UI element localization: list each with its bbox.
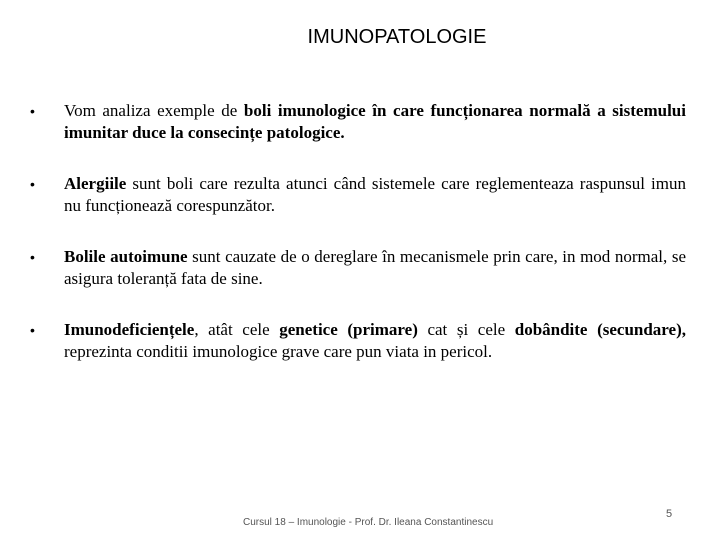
bullet-dot-icon: •	[30, 322, 35, 338]
bullet-text-run: sunt cauzate de o dereglare în mecanismele prin care, in mod normal, se asigura toleranță fata de sine.	[64, 247, 686, 288]
bullet-text	[64, 173, 686, 217]
bullet-text-run: reprezinta conditii imunologice grave care pun viata in pericol.	[64, 342, 493, 361]
bullet-item	[30, 246, 686, 290]
bullet-item	[30, 173, 686, 217]
bullet-list	[30, 100, 686, 392]
bullet-text-run: Vom analiza exemple de	[64, 101, 244, 120]
bullet-text	[64, 100, 686, 144]
bullet-text-run: boli imunologice în care funcționarea normală a sistemului imunitar duce la consecințe patologice.	[64, 101, 686, 142]
bullet-text-run: Bolile autoimune	[64, 247, 188, 266]
bullet-dot-icon: •	[30, 103, 35, 119]
bullet-text	[64, 246, 686, 290]
slide-title: IMUNOPATOLOGIE	[307, 26, 487, 48]
bullet-text	[64, 319, 686, 363]
bullet-item	[30, 100, 686, 144]
bullet-item	[30, 319, 686, 363]
bullet-text-run: Alergiile	[64, 174, 127, 193]
bullet-text-run: genetice (primare)	[279, 320, 418, 339]
bullet-text-run: , atât cele	[194, 320, 280, 339]
bullet-dot-icon: •	[30, 176, 35, 192]
page-number: 5	[666, 508, 673, 520]
bullet-dot-icon: •	[30, 249, 35, 265]
bullet-text-run: Imunodeficiențele	[64, 320, 195, 339]
bullet-text-run: cat și cele	[417, 320, 515, 339]
bullet-text-run: sunt boli care rezulta atunci când sistemele care reglementeaza raspunsul imun nu funcționează corespunzător.	[64, 174, 686, 215]
slide-footer: Cursul 18 – Imunologie - Prof. Dr. Ileana Constantinescu	[243, 517, 494, 528]
bullet-text-run: dobândite (secundare),	[514, 320, 686, 339]
